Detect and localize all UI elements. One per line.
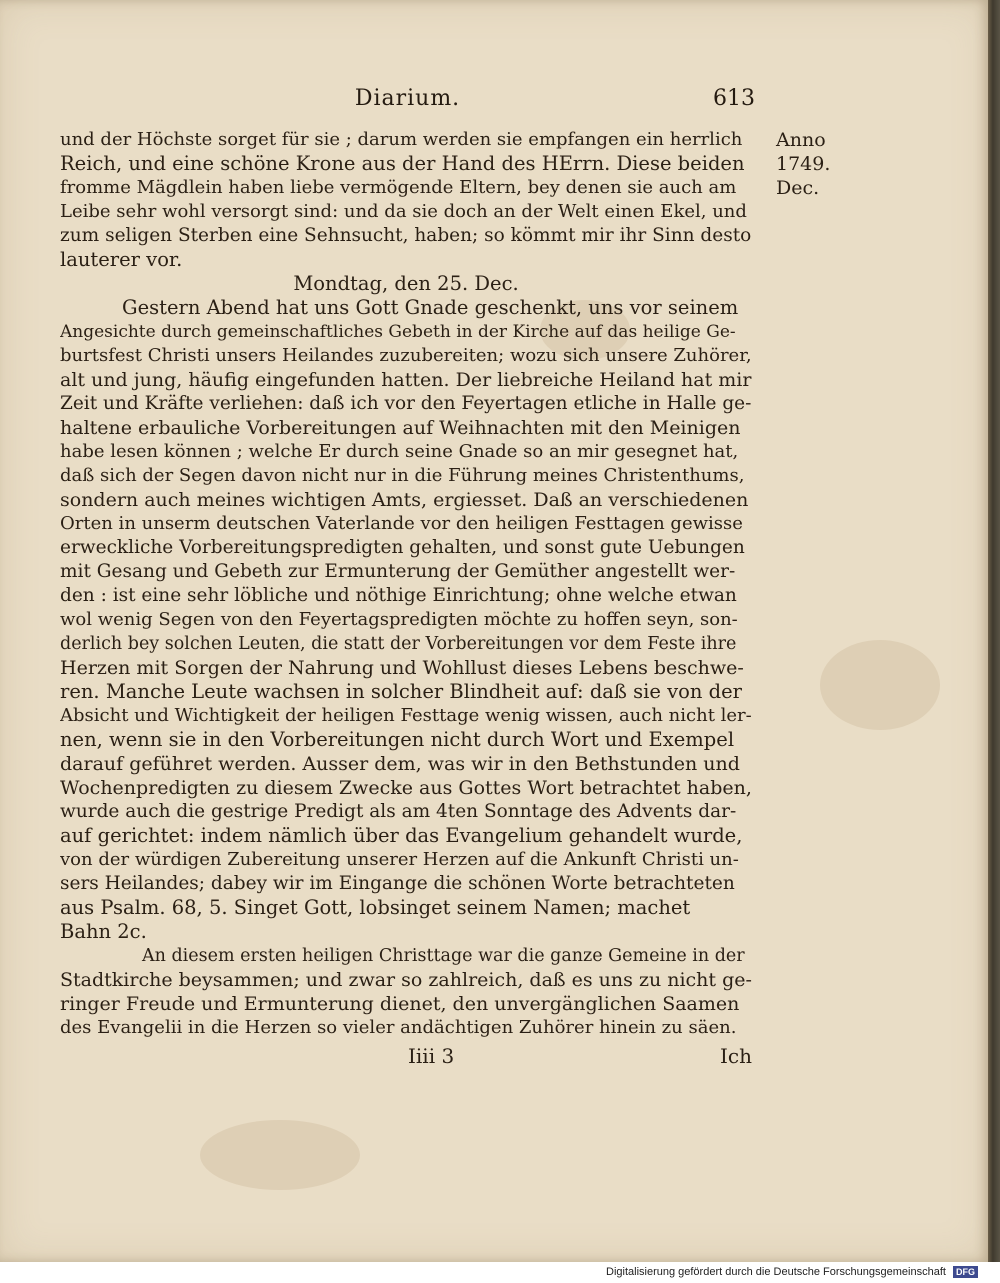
text-line: alt und jung, häufig eingefunden hatten. Der liebreiche Heiland hat mir xyxy=(60,369,752,391)
margin-note xyxy=(776,128,846,200)
text-line: Reich, und eine schöne Krone aus der Hand des HErrn. Diese beiden xyxy=(60,152,745,175)
text-line: Zeit und Kräfte verliehen: daß ich vor den Feyertagen etliche in Halle ge- xyxy=(60,393,752,414)
text-line: nen, wenn sie in den Vorbereitungen nicht durch Wort und Exempel xyxy=(60,728,735,751)
credit-text: Digitalisierung gefördert durch die Deutsche Forschungsgemeinschaft xyxy=(606,1266,946,1278)
text-line: habe lesen können ; welche Er durch seine Gnade so an mir gesegnet hat, xyxy=(60,441,739,462)
text-line: haltene erbauliche Vorbereitungen auf Weihnachten mit den Meinigen xyxy=(60,417,741,439)
text-line: ringer Freude und Ermunterung dienet, den unvergänglichen Saamen xyxy=(60,993,740,1015)
text-line: wurde auch die gestrige Predigt als am 4ten Sonntage des Advents dar- xyxy=(60,801,737,822)
text-line: darauf geführet werden. Ausser dem, was wir in den Bethstunden und xyxy=(60,753,740,775)
text-line: Bahn 2c. xyxy=(60,920,147,943)
text-line: daß sich der Segen davon nicht nur in die Führung meines Christenthums, xyxy=(60,465,745,486)
text-line: erweckliche Vorbereitungspredigten gehalten, und sonst gute Uebungen xyxy=(60,537,745,558)
page-footer xyxy=(60,1044,752,1072)
text-line: An diesem ersten heiligen Christtage war die ganze Gemeine in der xyxy=(142,946,745,966)
digitization-credit xyxy=(606,1266,978,1278)
section-heading: Mondtag, den 25. Dec. xyxy=(293,272,519,295)
text-line: und der Höchste sorget für sie ; darum werden sie empfangen ein herrlich xyxy=(60,129,743,150)
text-line: fromme Mägdlein haben liebe vermögende Eltern, bey denen sie auch am xyxy=(60,177,737,198)
book-edge xyxy=(988,0,1000,1262)
text-line: auf gerichtet: indem nämlich über das Evangelium gehandelt wurde, xyxy=(60,824,743,847)
text-line: burtsfest Christi unsers Heilandes zuzubereiten; wozu sich unsere Zuhörer, xyxy=(60,345,752,366)
text-line: derlich bey solchen Leuten, die statt der Vorbereitungen vor dem Feste ihre xyxy=(60,634,737,654)
signature-mark: Iiii 3 xyxy=(408,1044,455,1068)
text-line: Stadtkirche beysammen; und zwar so zahlreich, daß es uns zu nicht ge- xyxy=(60,969,752,991)
page-header xyxy=(60,82,755,116)
text-line: wol wenig Segen von den Feyertagspredigten möchte zu hoffen seyn, son- xyxy=(60,609,738,630)
margin-note-line: 1749. xyxy=(776,153,831,175)
body-text xyxy=(60,128,752,1070)
text-line: Orten in unserm deutschen Vaterlande vor den heiligen Festtagen gewisse xyxy=(60,513,743,534)
text-line: sers Heilandes; dabey wir im Eingange die schönen Worte betrachteten xyxy=(60,873,735,894)
page-number: 613 xyxy=(713,86,755,111)
text-line: lauterer vor. xyxy=(60,248,183,271)
margin-note-line: Dec. xyxy=(776,177,820,199)
dfg-logo-icon: DFG xyxy=(953,1266,978,1278)
text-line: zum seligen Sterben eine Sehnsucht, haben; so kömmt mir ihr Sinn desto xyxy=(60,225,752,246)
text-line: aus Psalm. 68, 5. Singet Gott, lobsinget seinem Namen; machet xyxy=(60,896,691,919)
margin-note-line: Anno xyxy=(776,129,826,151)
text-line: Gestern Abend hat uns Gott Gnade geschenkt, uns vor seinem xyxy=(122,296,739,319)
text-line: des Evangelii in die Herzen so vieler andächtigen Zuhörer hinein zu säen. xyxy=(60,1017,737,1038)
paper-stain xyxy=(820,640,940,730)
text-line: Leibe sehr wohl versorgt sind: und da sie doch an der Welt einen Ekel, und xyxy=(60,201,747,222)
paper-stain xyxy=(200,1120,360,1190)
text-line: Angesichte durch gemeinschaftliches Gebeth in der Kirche auf das heilige Ge- xyxy=(60,322,736,342)
text-line: den : ist eine sehr löbliche und nöthige Einrichtung; ohne welche etwan xyxy=(60,585,737,606)
catchword: Ich xyxy=(720,1044,752,1068)
running-title: Diarium. xyxy=(354,86,461,111)
text-line: Herzen mit Sorgen der Nahrung und Wohllust dieses Lebens beschwe- xyxy=(60,657,744,679)
text-line: mit Gesang und Gebeth zur Ermunterung der Gemüther angestellt wer- xyxy=(60,561,736,582)
text-line: Wochenpredigten zu diesem Zwecke aus Gottes Wort betrachtet haben, xyxy=(60,777,752,799)
text-line: Absicht und Wichtigkeit der heiligen Festtage wenig wissen, auch nicht ler- xyxy=(60,705,752,726)
text-line: von der würdigen Zubereitung unserer Herzen auf die Ankunft Christi un- xyxy=(60,849,739,870)
text-line: sondern auch meines wichtigen Amts, ergiesset. Daß an verschiedenen xyxy=(60,489,749,511)
text-line: ren. Manche Leute wachsen in solcher Blindheit auf: daß sie von der xyxy=(60,680,742,703)
